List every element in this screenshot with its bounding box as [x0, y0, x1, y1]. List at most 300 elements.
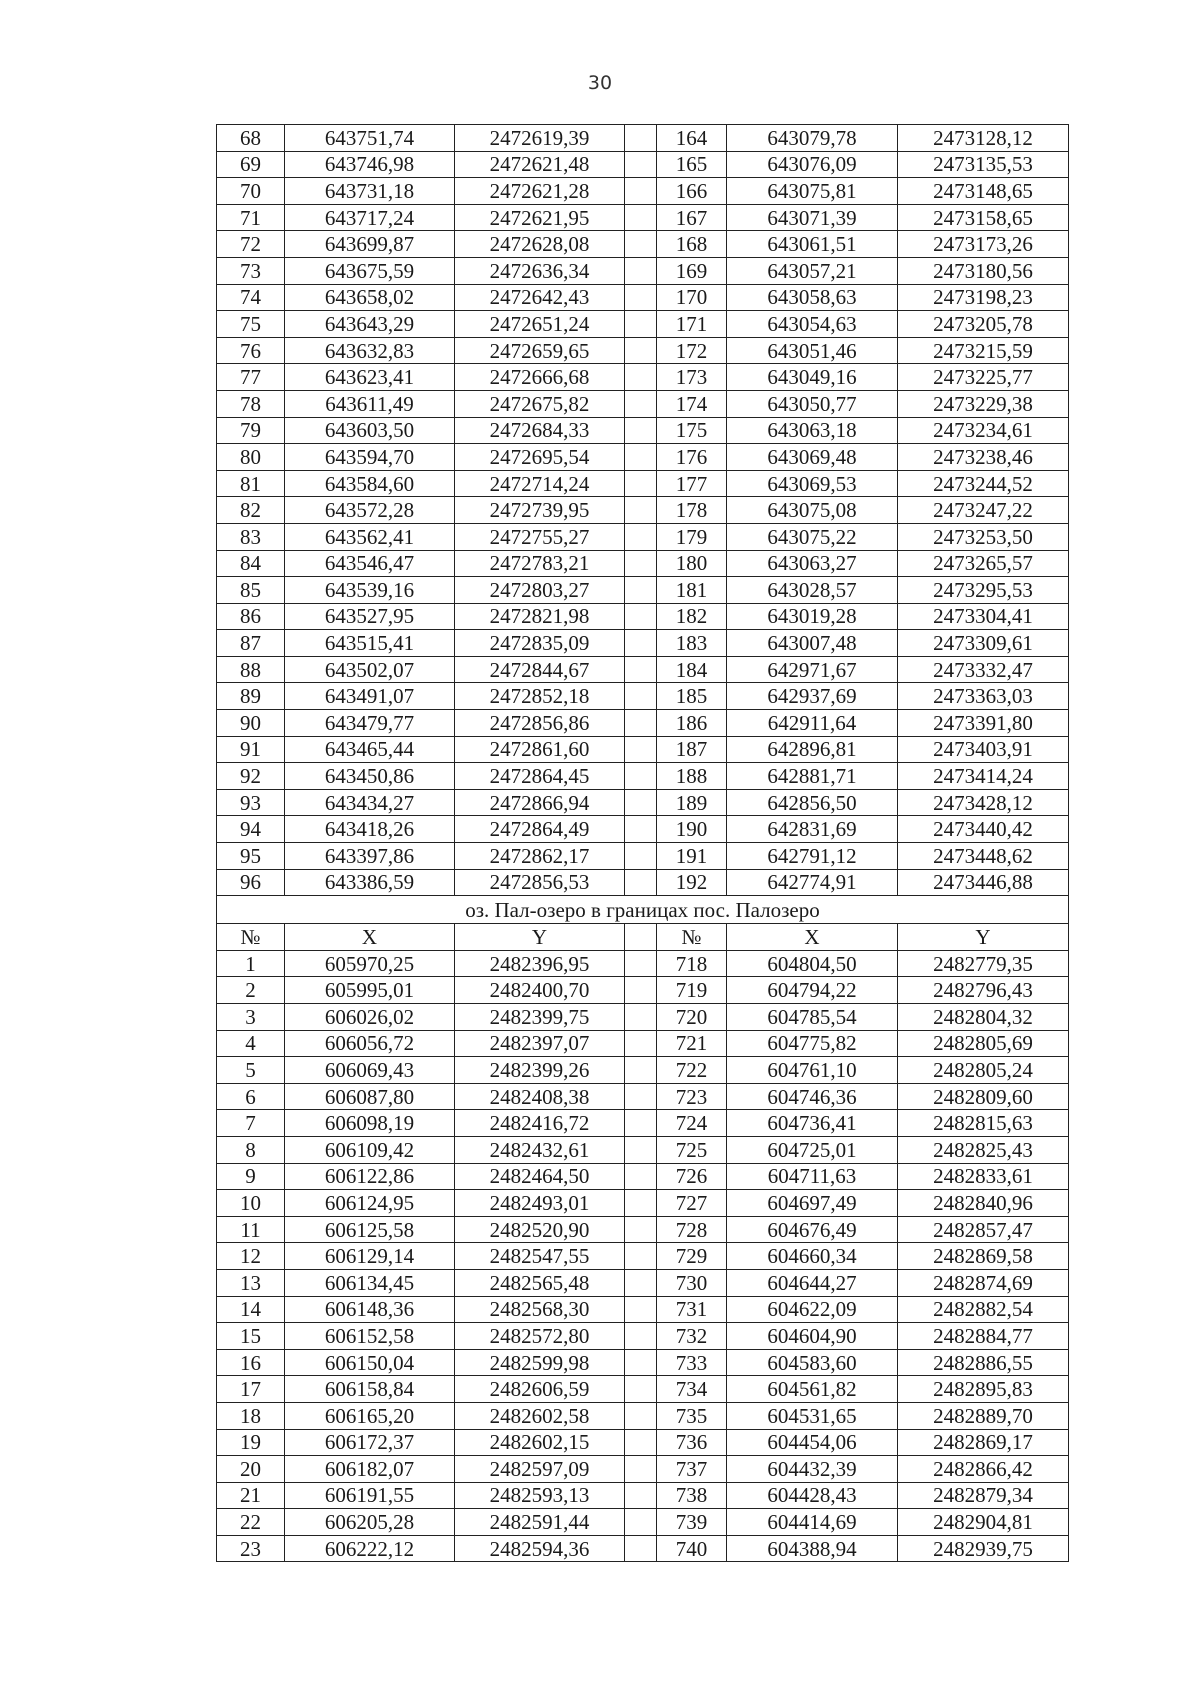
- point-number-left: 81: [217, 470, 285, 497]
- page-number: 30: [587, 72, 613, 94]
- coord-y-left: 2472803,27: [455, 577, 625, 604]
- point-number-left: 6: [217, 1083, 285, 1110]
- coord-x-right: 604414,69: [727, 1509, 898, 1536]
- point-number-left: 89: [217, 683, 285, 710]
- column-gap: [625, 417, 657, 444]
- coord-y-right: 2482869,58: [898, 1243, 1069, 1270]
- coord-x-left: 643643,29: [285, 311, 455, 338]
- point-number-left: 3: [217, 1004, 285, 1031]
- coord-y-right: 2482866,42: [898, 1456, 1069, 1483]
- table-row: [217, 1269, 1069, 1296]
- table-row: [217, 1190, 1069, 1217]
- column-gap: [625, 656, 657, 683]
- coord-y-left: 2482416,72: [455, 1110, 625, 1137]
- point-number-right: 188: [657, 763, 727, 790]
- table-row: [217, 656, 1069, 683]
- coord-y-left: 2472675,82: [455, 390, 625, 417]
- point-number-right: 175: [657, 417, 727, 444]
- coord-y-left: 2482597,09: [455, 1456, 625, 1483]
- coord-x-right: 604388,94: [727, 1535, 898, 1562]
- column-gap: [625, 1349, 657, 1376]
- section-title: оз. Пал-озеро в границах пос. Палозеро: [217, 896, 1069, 924]
- column-gap: [625, 204, 657, 231]
- table-row: [217, 390, 1069, 417]
- point-number-left: 85: [217, 577, 285, 604]
- point-number-left: 2: [217, 977, 285, 1004]
- coord-y-left: 2472621,95: [455, 204, 625, 231]
- coord-x-right: 604604,90: [727, 1323, 898, 1350]
- table-row: [217, 1402, 1069, 1429]
- section-header: [217, 896, 1069, 951]
- point-number-right: 164: [657, 125, 727, 152]
- coord-y-left: 2472864,49: [455, 816, 625, 843]
- point-number-left: 7: [217, 1110, 285, 1137]
- table-row: [217, 1136, 1069, 1163]
- coord-y-right: 2482805,69: [898, 1030, 1069, 1057]
- column-gap: [625, 843, 657, 870]
- coord-x-right: 643028,57: [727, 577, 898, 604]
- column-gap: [625, 950, 657, 977]
- column-gap: [625, 683, 657, 710]
- table-row: [217, 1004, 1069, 1031]
- coord-x-left: 643658,02: [285, 284, 455, 311]
- column-gap: [625, 1429, 657, 1456]
- coord-x-right: 642881,71: [727, 763, 898, 790]
- point-number-left: 87: [217, 630, 285, 657]
- coord-y-left: 2472821,98: [455, 603, 625, 630]
- coord-x-right: 643007,48: [727, 630, 898, 657]
- coord-x-left: 643731,18: [285, 178, 455, 205]
- coord-x-right: 604785,54: [727, 1004, 898, 1031]
- point-number-right: 179: [657, 523, 727, 550]
- coord-y-right: 2473428,12: [898, 789, 1069, 816]
- table-row: [217, 417, 1069, 444]
- coord-y-left: 2472621,28: [455, 178, 625, 205]
- coord-y-left: 2472856,86: [455, 710, 625, 737]
- coord-x-right: 604644,27: [727, 1269, 898, 1296]
- coord-y-right: 2482869,17: [898, 1429, 1069, 1456]
- coord-y-right: 2482805,24: [898, 1057, 1069, 1084]
- point-number-left: 23: [217, 1535, 285, 1562]
- point-number-right: 167: [657, 204, 727, 231]
- coord-y-right: 2482889,70: [898, 1402, 1069, 1429]
- coord-x-right: 604622,09: [727, 1296, 898, 1323]
- coord-y-right: 2473414,24: [898, 763, 1069, 790]
- coord-x-right: 642911,64: [727, 710, 898, 737]
- header-x-right: X: [727, 924, 898, 951]
- coord-y-left: 2472666,68: [455, 364, 625, 391]
- coord-y-right: 2473295,53: [898, 577, 1069, 604]
- coord-y-left: 2472695,54: [455, 444, 625, 471]
- point-number-left: 69: [217, 151, 285, 178]
- point-number-right: 173: [657, 364, 727, 391]
- coord-y-left: 2482396,95: [455, 950, 625, 977]
- column-gap: [625, 550, 657, 577]
- coord-x-right: 604432,39: [727, 1456, 898, 1483]
- point-number-left: 78: [217, 390, 285, 417]
- point-number-left: 84: [217, 550, 285, 577]
- header-x-left: X: [285, 924, 455, 951]
- column-gap: [625, 1030, 657, 1057]
- column-gap: [625, 577, 657, 604]
- table-row: [217, 337, 1069, 364]
- point-number-right: 169: [657, 257, 727, 284]
- point-number-right: 736: [657, 1429, 727, 1456]
- coord-y-right: 2473173,26: [898, 231, 1069, 258]
- coord-y-right: 2473446,88: [898, 869, 1069, 896]
- coord-x-right: 643061,51: [727, 231, 898, 258]
- point-number-left: 73: [217, 257, 285, 284]
- coord-x-left: 643502,07: [285, 656, 455, 683]
- coord-x-right: 642856,50: [727, 789, 898, 816]
- point-number-left: 77: [217, 364, 285, 391]
- coord-x-right: 643079,78: [727, 125, 898, 152]
- header-y-left: Y: [455, 924, 625, 951]
- coord-y-left: 2482602,58: [455, 1402, 625, 1429]
- point-number-left: 74: [217, 284, 285, 311]
- coord-y-left: 2472739,95: [455, 497, 625, 524]
- coord-y-right: 2482874,69: [898, 1269, 1069, 1296]
- coord-x-left: 643491,07: [285, 683, 455, 710]
- coord-x-left: 643527,95: [285, 603, 455, 630]
- table-row: [217, 1216, 1069, 1243]
- point-number-left: 13: [217, 1269, 285, 1296]
- table-row: [217, 789, 1069, 816]
- table-row: [217, 497, 1069, 524]
- column-gap: [625, 1136, 657, 1163]
- coord-x-left: 643465,44: [285, 736, 455, 763]
- coord-x-left: 605970,25: [285, 950, 455, 977]
- point-number-right: 187: [657, 736, 727, 763]
- coord-y-left: 2482565,48: [455, 1269, 625, 1296]
- table-row: [217, 977, 1069, 1004]
- coord-x-right: 643075,81: [727, 178, 898, 205]
- point-number-right: 722: [657, 1057, 727, 1084]
- column-gap: [625, 1482, 657, 1509]
- point-number-left: 20: [217, 1456, 285, 1483]
- point-number-right: 168: [657, 231, 727, 258]
- point-number-left: 4: [217, 1030, 285, 1057]
- coord-x-left: 643572,28: [285, 497, 455, 524]
- coord-y-left: 2472844,67: [455, 656, 625, 683]
- coord-y-right: 2482779,35: [898, 950, 1069, 977]
- coord-x-right: 642831,69: [727, 816, 898, 843]
- coord-y-right: 2482895,83: [898, 1376, 1069, 1403]
- coord-x-left: 643751,74: [285, 125, 455, 152]
- table-row: [217, 125, 1069, 152]
- coord-x-left: 606172,37: [285, 1429, 455, 1456]
- table-row: [217, 523, 1069, 550]
- coord-y-left: 2472783,21: [455, 550, 625, 577]
- table-row: [217, 950, 1069, 977]
- coord-y-left: 2472659,65: [455, 337, 625, 364]
- point-number-left: 22: [217, 1509, 285, 1536]
- coord-y-left: 2482464,50: [455, 1163, 625, 1190]
- coord-x-right: 604775,82: [727, 1030, 898, 1057]
- coord-y-right: 2482904,81: [898, 1509, 1069, 1536]
- table-row: [217, 1110, 1069, 1137]
- coord-x-right: 643050,77: [727, 390, 898, 417]
- coord-y-right: 2482796,43: [898, 977, 1069, 1004]
- column-gap: [625, 1004, 657, 1031]
- coord-y-right: 2473148,65: [898, 178, 1069, 205]
- coord-y-right: 2482809,60: [898, 1083, 1069, 1110]
- coord-x-left: 606109,42: [285, 1136, 455, 1163]
- table-row: [217, 816, 1069, 843]
- coord-y-left: 2472852,18: [455, 683, 625, 710]
- table-body-first-object: [217, 125, 1069, 896]
- table-row: [217, 311, 1069, 338]
- coord-x-left: 643717,24: [285, 204, 455, 231]
- table-row: [217, 1349, 1069, 1376]
- coord-y-right: 2473448,62: [898, 843, 1069, 870]
- coord-y-left: 2482399,26: [455, 1057, 625, 1084]
- coord-x-left: 643397,86: [285, 843, 455, 870]
- coord-y-right: 2473158,65: [898, 204, 1069, 231]
- column-gap: [625, 497, 657, 524]
- coord-y-right: 2482815,63: [898, 1110, 1069, 1137]
- coord-x-right: 643051,46: [727, 337, 898, 364]
- coordinates-table: [216, 124, 1069, 1562]
- column-gap: [625, 1509, 657, 1536]
- point-number-right: 733: [657, 1349, 727, 1376]
- column-gap: [625, 816, 657, 843]
- coord-x-right: 643076,09: [727, 151, 898, 178]
- table-row: [217, 1535, 1069, 1562]
- table-row: [217, 1482, 1069, 1509]
- coord-y-left: 2472755,27: [455, 523, 625, 550]
- coord-y-right: 2482939,75: [898, 1535, 1069, 1562]
- point-number-right: 720: [657, 1004, 727, 1031]
- point-number-left: 88: [217, 656, 285, 683]
- coord-y-left: 2482572,80: [455, 1323, 625, 1350]
- coord-x-left: 643479,77: [285, 710, 455, 737]
- table-row: [217, 577, 1069, 604]
- coord-y-left: 2472835,09: [455, 630, 625, 657]
- coord-x-right: 604660,34: [727, 1243, 898, 1270]
- table-row: [217, 1083, 1069, 1110]
- point-number-left: 80: [217, 444, 285, 471]
- column-gap: [625, 1269, 657, 1296]
- coord-x-left: 606069,43: [285, 1057, 455, 1084]
- table-row: [217, 1163, 1069, 1190]
- point-number-right: 172: [657, 337, 727, 364]
- column-gap: [625, 977, 657, 1004]
- point-number-left: 10: [217, 1190, 285, 1217]
- coord-x-right: 643057,21: [727, 257, 898, 284]
- point-number-right: 186: [657, 710, 727, 737]
- point-number-right: 725: [657, 1136, 727, 1163]
- point-number-right: 732: [657, 1323, 727, 1350]
- coord-x-right: 604794,22: [727, 977, 898, 1004]
- point-number-left: 72: [217, 231, 285, 258]
- coord-y-right: 2473304,41: [898, 603, 1069, 630]
- point-number-left: 5: [217, 1057, 285, 1084]
- coord-x-right: 643075,22: [727, 523, 898, 550]
- column-gap: [625, 337, 657, 364]
- header-number-left: №: [217, 924, 285, 951]
- point-number-right: 726: [657, 1163, 727, 1190]
- coord-x-left: 643386,59: [285, 869, 455, 896]
- coord-x-left: 643623,41: [285, 364, 455, 391]
- point-number-left: 94: [217, 816, 285, 843]
- table-row: [217, 204, 1069, 231]
- coord-x-right: 604736,41: [727, 1110, 898, 1137]
- table-row: [217, 736, 1069, 763]
- column-gap: [625, 1243, 657, 1270]
- point-number-right: 738: [657, 1482, 727, 1509]
- coord-x-left: 643611,49: [285, 390, 455, 417]
- coord-y-right: 2473403,91: [898, 736, 1069, 763]
- table-row: [217, 843, 1069, 870]
- coord-y-left: 2482599,98: [455, 1349, 625, 1376]
- coord-x-right: 604561,82: [727, 1376, 898, 1403]
- coord-x-right: 642774,91: [727, 869, 898, 896]
- point-number-right: 185: [657, 683, 727, 710]
- column-gap: [625, 1216, 657, 1243]
- point-number-left: 12: [217, 1243, 285, 1270]
- coord-x-right: 604583,60: [727, 1349, 898, 1376]
- point-number-left: 21: [217, 1482, 285, 1509]
- point-number-right: 721: [657, 1030, 727, 1057]
- point-number-left: 90: [217, 710, 285, 737]
- coord-x-left: 606165,20: [285, 1402, 455, 1429]
- coord-x-left: 606134,45: [285, 1269, 455, 1296]
- coord-x-left: 606026,02: [285, 1004, 455, 1031]
- coord-y-left: 2482547,55: [455, 1243, 625, 1270]
- point-number-right: 728: [657, 1216, 727, 1243]
- table-row: [217, 603, 1069, 630]
- coord-y-left: 2482493,01: [455, 1190, 625, 1217]
- coord-y-right: 2473244,52: [898, 470, 1069, 497]
- column-gap: [625, 736, 657, 763]
- column-gap: [625, 763, 657, 790]
- coord-y-left: 2472856,53: [455, 869, 625, 896]
- point-number-left: 96: [217, 869, 285, 896]
- coord-x-right: 643054,63: [727, 311, 898, 338]
- column-gap: [625, 178, 657, 205]
- table-row: [217, 178, 1069, 205]
- coord-y-right: 2473180,56: [898, 257, 1069, 284]
- coord-x-right: 643075,08: [727, 497, 898, 524]
- table-row: [217, 1456, 1069, 1483]
- point-number-left: 93: [217, 789, 285, 816]
- coord-y-right: 2473229,38: [898, 390, 1069, 417]
- column-gap: [625, 1323, 657, 1350]
- point-number-right: 731: [657, 1296, 727, 1323]
- point-number-right: 184: [657, 656, 727, 683]
- point-number-left: 95: [217, 843, 285, 870]
- coord-x-left: 643434,27: [285, 789, 455, 816]
- point-number-left: 75: [217, 311, 285, 338]
- point-number-left: 14: [217, 1296, 285, 1323]
- point-number-right: 191: [657, 843, 727, 870]
- coord-y-right: 2473332,47: [898, 656, 1069, 683]
- point-number-right: 176: [657, 444, 727, 471]
- coord-x-left: 606158,84: [285, 1376, 455, 1403]
- coord-y-right: 2482886,55: [898, 1349, 1069, 1376]
- coord-y-left: 2472619,39: [455, 125, 625, 152]
- coord-y-right: 2473215,59: [898, 337, 1069, 364]
- table-row: [217, 1030, 1069, 1057]
- point-number-right: 724: [657, 1110, 727, 1137]
- point-number-left: 16: [217, 1349, 285, 1376]
- table-row: [217, 231, 1069, 258]
- column-gap: [625, 311, 657, 338]
- point-number-left: 70: [217, 178, 285, 205]
- coord-x-left: 643546,47: [285, 550, 455, 577]
- column-gap: [625, 603, 657, 630]
- point-number-right: 189: [657, 789, 727, 816]
- point-number-right: 740: [657, 1535, 727, 1562]
- coord-x-left: 643450,86: [285, 763, 455, 790]
- column-gap: [625, 1163, 657, 1190]
- column-gap: [625, 1402, 657, 1429]
- coord-y-right: 2473128,12: [898, 125, 1069, 152]
- coord-x-right: 643063,18: [727, 417, 898, 444]
- coord-y-right: 2473234,61: [898, 417, 1069, 444]
- coord-y-left: 2482399,75: [455, 1004, 625, 1031]
- coord-x-right: 643069,48: [727, 444, 898, 471]
- coord-y-right: 2473391,80: [898, 710, 1069, 737]
- column-gap: [625, 444, 657, 471]
- coord-x-right: 643069,53: [727, 470, 898, 497]
- coord-y-right: 2473265,57: [898, 550, 1069, 577]
- point-number-right: 737: [657, 1456, 727, 1483]
- table-row: [217, 470, 1069, 497]
- column-gap: [625, 924, 657, 951]
- point-number-left: 11: [217, 1216, 285, 1243]
- table-row: [217, 683, 1069, 710]
- table-row: [217, 151, 1069, 178]
- coord-x-right: 604676,49: [727, 1216, 898, 1243]
- table-row: [217, 869, 1069, 896]
- coord-y-right: 2482825,43: [898, 1136, 1069, 1163]
- column-gap: [625, 125, 657, 152]
- table-row: [217, 364, 1069, 391]
- coord-y-left: 2472861,60: [455, 736, 625, 763]
- coord-x-right: 642937,69: [727, 683, 898, 710]
- column-gap: [625, 1110, 657, 1137]
- coord-y-left: 2472684,33: [455, 417, 625, 444]
- coord-x-right: 643063,27: [727, 550, 898, 577]
- coord-x-left: 643699,87: [285, 231, 455, 258]
- coord-y-right: 2473198,23: [898, 284, 1069, 311]
- column-gap: [625, 1083, 657, 1110]
- coord-y-left: 2472651,24: [455, 311, 625, 338]
- coord-y-right: 2482884,77: [898, 1323, 1069, 1350]
- point-number-left: 86: [217, 603, 285, 630]
- point-number-left: 1: [217, 950, 285, 977]
- table-row: [217, 550, 1069, 577]
- coord-x-left: 643675,59: [285, 257, 455, 284]
- coord-x-right: 643049,16: [727, 364, 898, 391]
- coord-x-right: 604725,01: [727, 1136, 898, 1163]
- coord-x-left: 643539,16: [285, 577, 455, 604]
- column-gap: [625, 1456, 657, 1483]
- coord-x-left: 606205,28: [285, 1509, 455, 1536]
- coord-y-right: 2473363,03: [898, 683, 1069, 710]
- column-gap: [625, 257, 657, 284]
- coord-y-left: 2472862,17: [455, 843, 625, 870]
- coord-y-left: 2472636,34: [455, 257, 625, 284]
- point-number-right: 734: [657, 1376, 727, 1403]
- column-gap: [625, 1376, 657, 1403]
- coord-y-right: 2473135,53: [898, 151, 1069, 178]
- coord-y-right: 2482840,96: [898, 1190, 1069, 1217]
- coord-x-right: 642971,67: [727, 656, 898, 683]
- column-gap: [625, 1535, 657, 1562]
